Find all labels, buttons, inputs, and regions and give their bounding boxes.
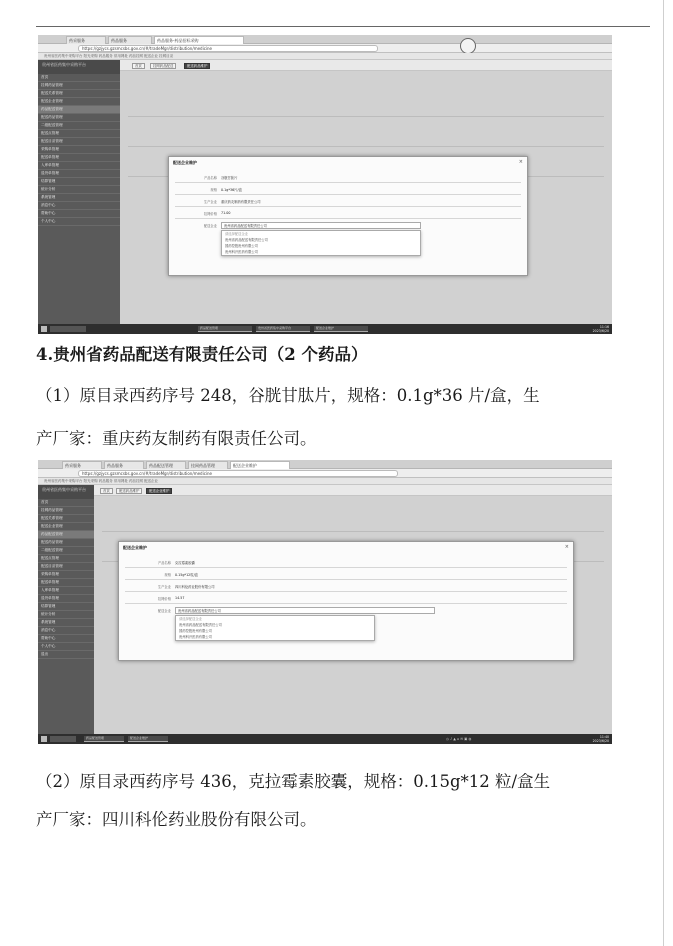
dropdown-option[interactable]: 国药控股贵州有限公司 (179, 629, 212, 633)
divider (175, 206, 521, 207)
windows-start-icon[interactable] (41, 326, 47, 332)
field-value: 重庆药友制药有限责任公司 (221, 200, 261, 204)
field-value: 0.15g*12粒/盒 (175, 573, 198, 577)
taskbar (38, 734, 612, 744)
sidebar-item[interactable]: 结算管理 (38, 178, 120, 186)
tab-maintain[interactable]: 配送药品维护 (184, 63, 210, 69)
bookmarks-bar: 贵州省医药集中采购平台 阳光采购 药品服务 常用网址 药品挂网 配送企业 (38, 478, 612, 485)
browser-tabbar (38, 460, 612, 469)
distributor-dropdown (175, 615, 375, 641)
sidebar-item[interactable]: 首页 (38, 499, 94, 507)
distributor-dropdown (221, 230, 421, 256)
taskbar-clock[interactable]: 11:40 2023/6/20 (592, 735, 609, 743)
field-value: 谷胱甘肽片 (221, 176, 238, 180)
sidebar-item[interactable]: 入库单管理 (38, 162, 120, 170)
divider (128, 146, 604, 147)
item-2-line-1: （2）原目录西药序号 436，克拉霉素胶囊，规格：0.15g*12 粒/盒生 (36, 772, 551, 791)
distribution-dialog (118, 541, 574, 661)
close-icon[interactable]: × (518, 159, 523, 165)
item-1-line-1: （1）原目录西药序号 248，谷胱甘肽片，规格：0.1g*36 片/盒，生 (36, 386, 540, 405)
browser-tabbar (38, 35, 612, 44)
sidebar-item[interactable]: 二级配送管理 (38, 122, 120, 130)
distribution-dialog (168, 156, 528, 276)
section-heading: 4.贵州省药品配送有限责任公司（2 个药品） (36, 345, 368, 364)
field-label: 挂网价格 (203, 212, 217, 216)
sidebar-item[interactable]: 统计分析 (38, 611, 94, 619)
close-icon[interactable]: × (564, 544, 569, 550)
sidebar-item[interactable]: 配送企业管理 (38, 523, 94, 531)
divider (125, 567, 567, 568)
field-label: 产品名称 (157, 561, 171, 565)
divider (128, 116, 604, 117)
sidebar-item[interactable]: 退出 (38, 651, 94, 659)
sidebar-item[interactable]: 二级配送管理 (38, 547, 94, 555)
sidebar-item[interactable]: 挂网药品管理 (38, 82, 120, 90)
browser-tab[interactable]: 药采服务 (62, 461, 102, 469)
top-rule (36, 26, 650, 27)
sidebar-item[interactable]: 采购单管理 (38, 146, 120, 154)
sidebar-item[interactable]: 消息中心 (38, 627, 94, 635)
sidebar-item[interactable]: 个人中心 (38, 643, 94, 651)
browser-tab[interactable]: 配送企业维护 (230, 461, 290, 469)
sidebar-item[interactable]: 系统管理 (38, 194, 120, 202)
dialog-title: 配送企业维护 (173, 160, 197, 165)
screenshot-2 (38, 460, 612, 744)
sidebar-item[interactable]: 入库单管理 (38, 587, 94, 595)
browser-tab[interactable]: 药品服务 (104, 461, 144, 469)
field-label: 生产企业 (203, 200, 217, 204)
sidebar-item[interactable]: 系统管理 (38, 619, 94, 627)
taskbar-search[interactable] (50, 736, 76, 742)
sidebar-item[interactable]: 配送单管理 (38, 579, 94, 587)
browser-tab[interactable]: 药品服务 (108, 36, 152, 44)
taskbar-app[interactable]: 贵州省医药集中采购平台 (256, 326, 310, 332)
field-label: 生产企业 (157, 585, 171, 589)
divider (175, 182, 521, 183)
tab-distributor[interactable]: 配送企业维护 (146, 488, 172, 494)
field-value: 0.1g*36片/盒 (221, 188, 242, 192)
sidebar (38, 485, 94, 734)
sidebar-item[interactable]: 配送关系管理 (38, 515, 94, 523)
bookmarks-bar: 贵州省医药集中采购平台 阳光采购 药品服务 常用网址 药品挂网 配送企业 挂网目录 (38, 53, 612, 60)
sidebar-item[interactable]: 个人中心 (38, 218, 120, 226)
sidebar-item[interactable]: 结算管理 (38, 603, 94, 611)
taskbar-app[interactable]: 配送企业维护 (128, 736, 168, 742)
dropdown-option[interactable]: 请选择配送企业 (179, 617, 203, 621)
taskbar (38, 324, 612, 334)
sidebar-brand: 贵州省医药集中采购平台 (38, 60, 120, 74)
toolbar (94, 485, 612, 496)
taskbar-search[interactable] (50, 326, 86, 332)
sidebar-item[interactable]: 帮助中心 (38, 210, 120, 218)
field-value: 71.00 (221, 211, 231, 215)
divider (125, 603, 567, 604)
main-panel (120, 60, 612, 324)
tab-home[interactable]: 首页 (132, 63, 145, 69)
item-1-line-2: 产厂家：重庆药友制药有限责任公司。 (36, 429, 317, 448)
field-value: 克拉霉素胶囊 (175, 561, 195, 565)
sidebar-item[interactable]: 配送目录管理 (38, 563, 94, 571)
dialog-title: 配送企业维护 (123, 545, 147, 550)
sidebar-item[interactable]: 帮助中心 (38, 635, 94, 643)
url-input[interactable]: https://gzjycs.gzsmcsbs.gov.cn/#/tradeMgr/distribution/medicine (78, 470, 398, 477)
divider (125, 591, 567, 592)
sidebar-item[interactable]: 采购单管理 (38, 571, 94, 579)
field-label: 配送企业 (203, 224, 217, 228)
browser-tab[interactable]: 药采服务 (66, 36, 106, 44)
url-input[interactable]: https://gzjycs.gzsmcsbs.gov.cn/#/tradeMgr/distribution/medicine (78, 45, 378, 52)
sidebar-item[interactable]: 统计分析 (38, 186, 120, 194)
sidebar-item[interactable]: 药品配送管理 (38, 106, 120, 114)
sidebar-item[interactable]: 配送药品管理 (38, 539, 94, 547)
tab-home[interactable]: 首页 (100, 488, 113, 494)
browser-tab[interactable]: 药品配送管理 (146, 461, 186, 469)
toolbar (120, 60, 612, 71)
taskbar-app[interactable]: 药品配送管理 (84, 736, 124, 742)
item-2-line-2: 产厂家：四川科伦药业股份有限公司。 (36, 810, 317, 829)
sidebar-item[interactable]: 首页 (38, 74, 120, 82)
field-value: 四川科伦药业股份有限公司 (175, 585, 215, 589)
dropdown-option[interactable]: 贵州科开医药有限公司 (179, 635, 212, 639)
distributor-select[interactable]: 贵州省药品配送有限责任公司 (175, 607, 435, 614)
sidebar-brand: 贵州省医药集中采购平台 (38, 485, 94, 499)
field-label: 配送企业 (157, 609, 171, 613)
sidebar-item[interactable]: 药品配送管理 (38, 531, 94, 539)
sidebar-item[interactable]: 配送点管理 (38, 555, 94, 563)
taskbar-app[interactable]: 配送企业维护 (314, 326, 368, 332)
taskbar-clock[interactable]: 11:16 2023/6/20 (592, 325, 609, 333)
divider (102, 531, 604, 532)
dropdown-option[interactable]: 请选择配送企业 (225, 232, 249, 236)
divider (175, 194, 521, 195)
dropdown-option[interactable]: 贵州省药品配送有限责任公司 (179, 623, 222, 627)
address-bar (38, 44, 612, 53)
sidebar-item[interactable]: 退货单管理 (38, 595, 94, 603)
field-label: 挂网价格 (157, 597, 171, 601)
sidebar (38, 60, 120, 324)
dropdown-option[interactable]: 贵州省药品配送有限责任公司 (225, 238, 268, 242)
sidebar-item[interactable]: 挂网药品管理 (38, 507, 94, 515)
divider (125, 579, 567, 580)
field-value: 14.57 (175, 596, 185, 600)
divider (175, 218, 521, 219)
address-bar (38, 469, 612, 478)
screenshot-1 (38, 35, 612, 334)
taskbar-app[interactable]: 药品配送管理 (198, 326, 252, 332)
sidebar-item[interactable]: 配送目录管理 (38, 138, 120, 146)
field-label: 规格 (210, 188, 217, 192)
sidebar-item[interactable]: 配送药品管理 (38, 114, 120, 122)
tab-maintain[interactable]: 配送药品维护 (116, 488, 142, 494)
system-tray-icons[interactable]: ◷ ♪ ▲ ⌂ ✉ ▣ ◍ (446, 737, 472, 741)
sidebar-item[interactable]: 配送单管理 (38, 154, 120, 162)
dropdown-option[interactable]: 国药控股贵州有限公司 (225, 244, 258, 248)
main-panel (94, 485, 612, 734)
sidebar-item[interactable]: 配送点管理 (38, 130, 120, 138)
sidebar-item[interactable]: 退货单管理 (38, 170, 120, 178)
page-edge (663, 0, 664, 946)
avatar-icon[interactable] (460, 38, 476, 54)
browser-tab[interactable]: 挂网药品管理 (188, 461, 228, 469)
browser-tab[interactable]: 药品服务-药品招标采购 (154, 36, 244, 44)
dropdown-option[interactable]: 贵州科开医药有限公司 (225, 250, 258, 254)
windows-start-icon[interactable] (41, 736, 47, 742)
sidebar-item[interactable]: 配送关系管理 (38, 90, 120, 98)
sidebar-item[interactable]: 消息中心 (38, 202, 120, 210)
tab-distribution[interactable]: 挂网药品配送 (150, 63, 176, 69)
field-label: 规格 (164, 573, 171, 577)
distributor-select[interactable]: 贵州省药品配送有限责任公司 (221, 222, 421, 229)
field-label: 产品名称 (203, 176, 217, 180)
sidebar-item[interactable]: 配送企业管理 (38, 98, 120, 106)
